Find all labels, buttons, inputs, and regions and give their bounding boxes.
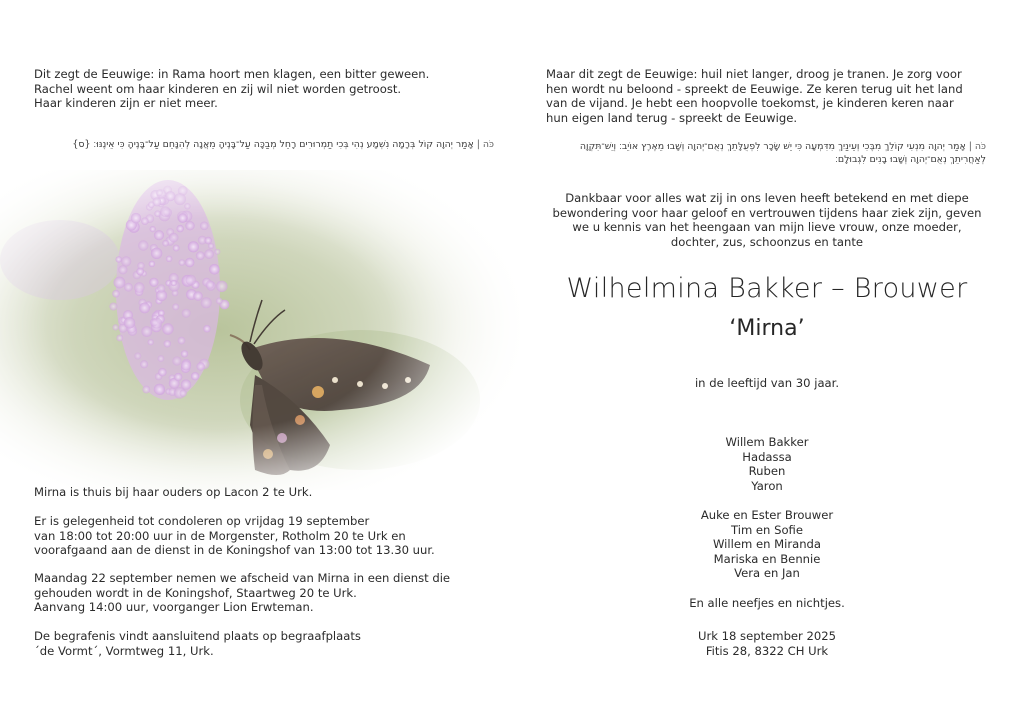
right-scripture-quote — [546, 67, 986, 125]
farewell-line: gehouden wordt in de Koningshof, Staartweg 20 te Urk. — [34, 585, 357, 600]
left-hebrew-verse — [34, 138, 494, 151]
home-location — [34, 485, 504, 500]
family-member: Ruben — [748, 464, 786, 479]
left-scripture-quote — [34, 67, 494, 111]
family-nieces-nephews — [520, 596, 1014, 611]
hebrew-text: אָמַר יְהוָה מִנְעִי קוֹלֵךְ מִבֶּכִי וְעֵינַיִךְ מִדִּמְעָה כִּי יֵשׁ שָׂכָר לִפְעֻלָּתֵךְ נְאֻם־יְהוָה וְשָׁבוּ מֵאֶרֶץ אוֹיֵב׃ וְיֵשׁ־תִּקְוָה — [579, 141, 966, 152]
family-member: Auke en Ester Brouwer — [700, 508, 834, 522]
burial-line: De begrafenis vindt aansluitend plaats op begraafplaats — [34, 629, 361, 643]
death-announcement — [536, 191, 998, 249]
farewell-line: Aanvang 14:00 uur, voorganger Lion Erwteman. — [34, 600, 314, 615]
burial-info — [34, 629, 504, 658]
announcement-line: we u kennis van het heengaan van mijn lieve vrouw, onze moeder, — [572, 220, 962, 235]
family-line: En alle neefjes en nichtjes. — [689, 596, 845, 610]
hebrew-text: לְאַחֲרִיתֵךְ נְאֻם־יְהוָה וְשָׁבוּ בָנִים לִגְבוּלָם׃ — [835, 154, 986, 165]
hebrew-ref: כֹּה | — [476, 139, 494, 150]
age-line: in de leeftijd van 30 jaar. — [694, 376, 840, 390]
address-line: Urk 18 september 2025 — [697, 629, 837, 643]
condolence-line: voorafgaand aan de dienst in de Koningshof van 13:00 tot 13.30 uur. — [34, 543, 435, 558]
announcement-line: dochter, zus, schoonzus en tante — [670, 234, 864, 249]
address-line: Fitis 28, 8322 CH Urk — [705, 643, 829, 658]
quote-line: hun eigen land terug - spreekt de Eeuwige. — [546, 110, 798, 125]
family-member: Hadassa — [742, 449, 792, 464]
quote-line: Rachel weent om haar kinderen en zij wil niet worden getroost. — [34, 81, 402, 96]
butterfly-on-lilac-flower-photo — [0, 170, 520, 490]
quote-line: hen wordt nu beloond - spreekt de Eeuwige. Ze keren terug uit het land — [546, 81, 963, 96]
hebrew-text: אָמַר יְהוָה קוֹל בְּרָמָה נִשְׁמָע נְהִי בְּכִי תַמְרוּרִים רָחֵל מְבַכָּה עַל־בָּנֶיהָ מֵאֲנָה לְהִנָּחֵם עַל־בָּנֶיהָ כִּי אֵינֶנּוּ׃ {ס} — [72, 139, 474, 150]
deceased-name: Wilhelmina Bakker – Brouwer — [566, 273, 968, 304]
quote-line: Dit zegt de Eeuwige: in Rama hoort men klagen, een bitter geween. — [34, 67, 430, 81]
condolence-line: van 18:00 tot 20:00 uur in de Morgenster, Rotholm 20 te Urk en — [34, 528, 406, 543]
family-group-parents-siblings — [520, 508, 1014, 581]
family-member: Tim en Sofie — [731, 522, 803, 537]
right-hebrew-verse — [546, 140, 986, 166]
condolence-info — [34, 514, 504, 558]
hebrew-ref: כֹּה | — [968, 141, 986, 152]
quote-line: Maar dit zegt de Eeuwige: huil niet langer, droog je tranen. Je zorg voor — [546, 67, 962, 81]
deceased-age — [520, 376, 1014, 391]
family-member: Mariska en Bennie — [713, 551, 821, 566]
quote-line: van de vijand. Je hebt een hoopvolle toekomst, je kinderen keren naar — [546, 96, 954, 111]
announcement-line: Dankbaar voor alles wat zij in ons leven heeft betekend en met diepe — [565, 191, 969, 205]
quote-line: Haar kinderen zijn er niet meer. — [34, 96, 218, 111]
condolence-line: Er is gelegenheid tot condoleren op vrijdag 19 september — [34, 514, 370, 528]
home-line: Mirna is thuis bij haar ouders op Lacon 2 te Urk. — [34, 485, 313, 499]
farewell-service-info — [34, 571, 504, 615]
deceased-nickname: ‘Mirna’ — [729, 316, 805, 341]
family-member: Yaron — [751, 478, 783, 493]
butterfly-flower-photo — [0, 170, 520, 490]
announcement-line: bewondering voor haar geloof en vertrouwen tijdens haar ziek zijn, geven — [552, 205, 982, 220]
farewell-line: Maandag 22 september nemen we afscheid van Mirna in een dienst die — [34, 571, 451, 585]
burial-line: ´de Vormt´, Vormtweg 11, Urk. — [34, 643, 214, 658]
family-group-spouse-children — [520, 435, 1014, 493]
family-member: Vera en Jan — [734, 566, 800, 581]
family-member: Willem Bakker — [725, 435, 809, 449]
family-member: Willem en Miranda — [712, 537, 822, 552]
correspondence-address — [520, 629, 1014, 658]
